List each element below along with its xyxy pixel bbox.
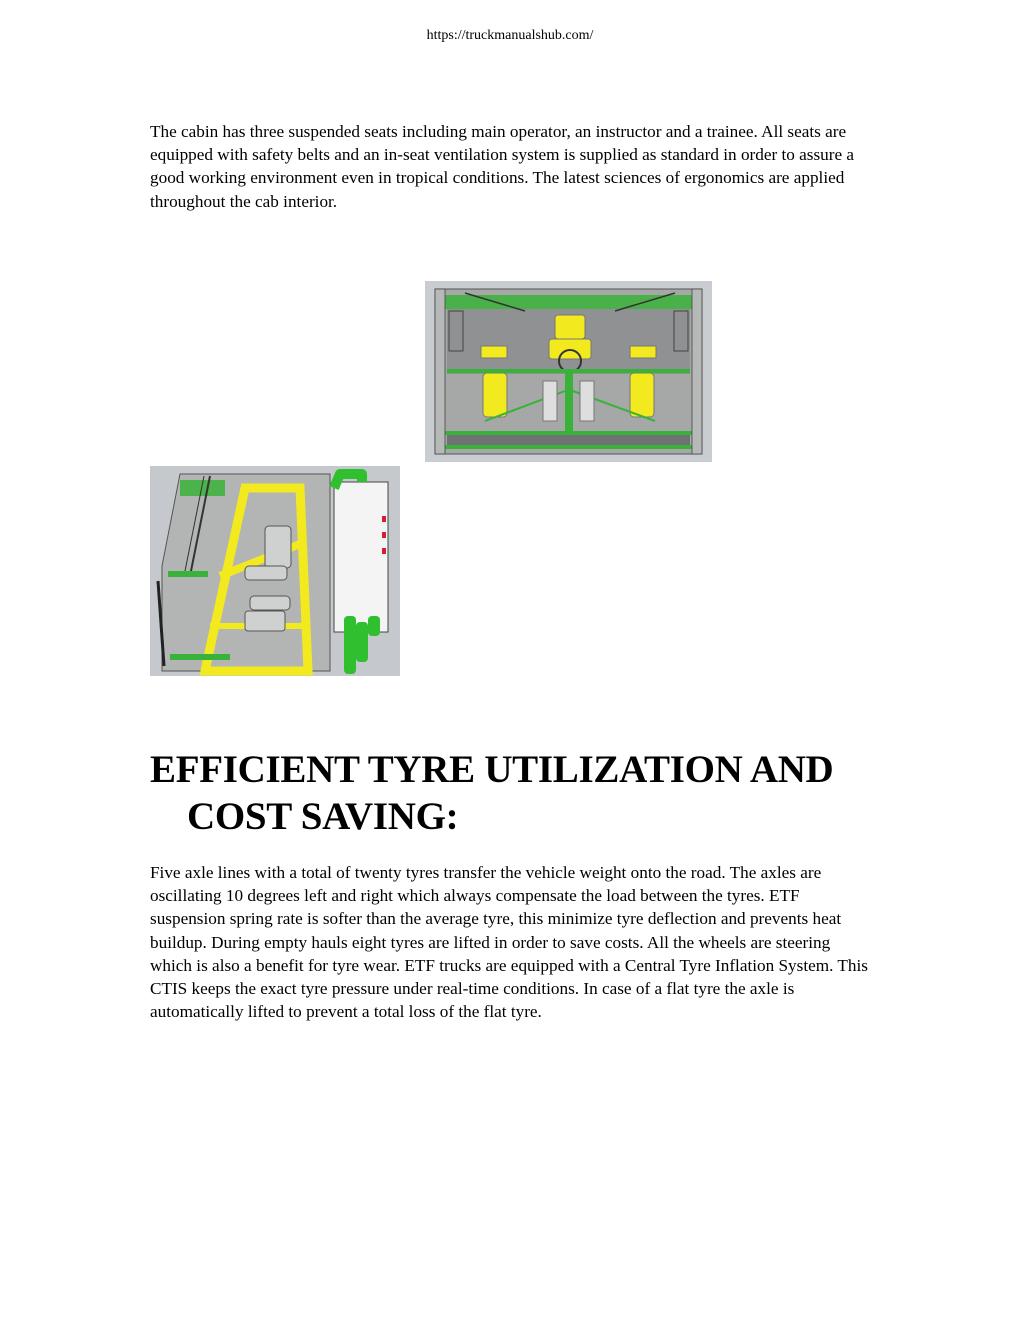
cabin-side-view-image — [150, 466, 400, 676]
section-heading — [150, 746, 890, 840]
intro-paragraph: The cabin has three suspended seats including main operator, an instructor and a trainee. All seats are equipped with safety belts and an in-seat ventilation system is supplied as standard in order to assure a good working environment even in tropical conditions. The latest sciences of ergonomics are applied throughout the cab interior. — [150, 122, 855, 211]
section-heading-line1: EFFICIENT TYRE UTILIZATION AND — [150, 748, 834, 791]
section-heading-line2: COST SAVING: — [187, 795, 459, 838]
cabin-front-view-image — [425, 281, 712, 462]
header-url[interactable]: https://truckmanualshub.com/ — [426, 28, 594, 43]
section-body-paragraph: Five axle lines with a total of twenty tyres transfer the vehicle weight onto the road. The axles are oscillating 10 degrees left and right which always compensate the load between the tyres. ETF suspension spring rate is softer than the average tyre, this minimize tyre deflection and prevents heat buildup. During empty hauls eight tyres are lifted in order to save costs. All the wheels are steering which is also a benefit for tyre wear. ETF trucks are equipped with a Central Tyre Inflation System. This CTIS keeps the exact tyre pressure under real-time conditions. In case of a flat tyre the axle is automatically lifted to prevent a total loss of the flat tyre. — [150, 863, 868, 1022]
